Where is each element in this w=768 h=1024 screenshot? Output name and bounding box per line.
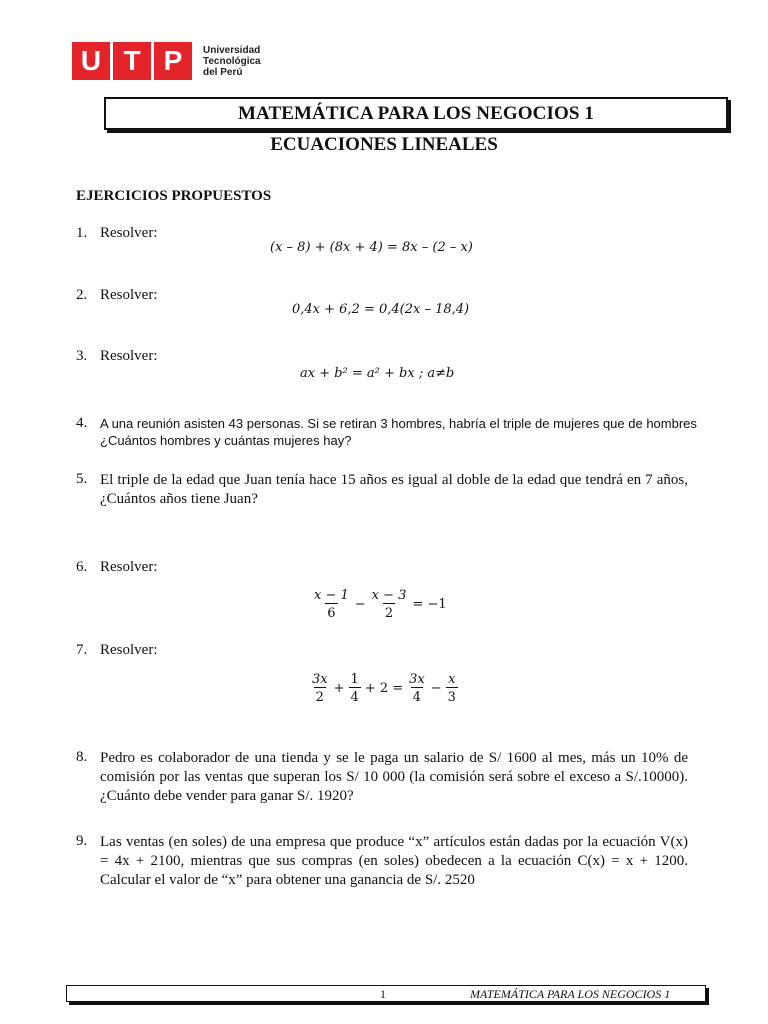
equation-rhs: = −1 xyxy=(412,597,447,612)
fraction-numerator: x − 1 xyxy=(314,588,349,603)
footer-page-number: 1 xyxy=(380,987,386,1001)
exercise-9-number: 9. xyxy=(76,833,88,849)
logo-university-name xyxy=(203,45,261,78)
fraction-denominator: 2 xyxy=(383,603,395,621)
exercise-6-number: 6. xyxy=(76,559,88,575)
page-title: MATEMÁTICA PARA LOS NEGOCIOS 1 xyxy=(238,102,594,124)
exercise-7-number: 7. xyxy=(76,642,88,658)
fraction-denominator: 4 xyxy=(349,687,361,705)
title-box xyxy=(104,97,728,130)
fraction-denominator: 4 xyxy=(411,687,423,705)
section-heading: EJERCICIOS PROPUESTOS xyxy=(76,188,272,204)
fraction-numerator: 3x xyxy=(409,672,425,687)
exercise-4-number: 4. xyxy=(76,415,88,431)
fraction xyxy=(407,672,427,705)
exercise-2-label: Resolver: xyxy=(100,287,158,303)
fraction xyxy=(370,588,409,621)
fraction-numerator: x − 3 xyxy=(371,588,407,603)
logo-letter-t: T xyxy=(113,42,151,80)
fraction-denominator: 2 xyxy=(314,687,326,705)
exercise-3-equation: ax + b² = a² + bx ; a≠b xyxy=(300,366,455,381)
exercise-2-number: 2. xyxy=(76,287,88,303)
fraction xyxy=(312,588,351,621)
exercise-7-equation xyxy=(310,672,458,705)
operator: − xyxy=(354,597,366,612)
fraction-denominator: 6 xyxy=(325,603,337,621)
logo-line-1: Universidad xyxy=(203,44,261,56)
exercise-3-number: 3. xyxy=(76,348,88,364)
footer-title: MATEMÁTICA PARA LOS NEGOCIOS 1 xyxy=(470,987,671,1001)
exercise-1-number: 1. xyxy=(76,225,88,241)
fraction xyxy=(310,672,330,705)
exercise-8-number: 8. xyxy=(76,749,88,765)
exercise-1-equation: (x – 8) + (8x + 4) = 8x – (2 – x) xyxy=(270,240,473,255)
logo-letter-p: P xyxy=(154,42,192,80)
exercise-8-text: Pedro es colaborador de una tienda y se le paga un salario de S/ 1600 al mes, más un 10% de comisión por las ventas que superan los S/ 10 000 (la comisión será sobre el exceso a S/.10000). ¿Cuánto debe vender para ganar S/. 1920? xyxy=(100,750,688,804)
exercise-5-number: 5. xyxy=(76,471,88,487)
exercise-4-text: A una reunión asisten 43 personas. Si se retiran 3 hombres, habría el triple de mujeres que de hombres ¿Cuántos hombres y cuántas mujeres hay? xyxy=(100,416,697,448)
logo-line-2: Tecnológica xyxy=(203,55,261,67)
exercise-9-text: Las ventas (en soles) de una empresa que produce “x” artículos están dadas por la ecuación V(x) = 4x + 2100, mientras que sus compras (en soles) obedecen a la ecuación C(x) = x + 1200. Calcular el valor de “x” para obtener una ganancia de S/. 2520 xyxy=(100,834,688,888)
utp-logo xyxy=(72,42,261,80)
logo-line-3: del Perú xyxy=(203,66,243,78)
page-subtitle: ECUACIONES LINEALES xyxy=(270,134,498,155)
operator: + xyxy=(333,681,345,696)
exercise-6-equation xyxy=(312,588,449,621)
fraction-numerator: 1 xyxy=(350,672,359,687)
logo-letter-u: U xyxy=(72,42,110,80)
fraction xyxy=(349,672,361,705)
operator: + 2 = xyxy=(364,681,404,696)
exercise-3-label: Resolver: xyxy=(100,348,158,364)
exercise-7-label: Resolver: xyxy=(100,642,158,658)
fraction-denominator: 3 xyxy=(446,687,458,705)
fraction-numerator: 3x xyxy=(312,672,328,687)
exercise-2-equation: 0,4x + 6,2 = 0,4(2x – 18,4) xyxy=(292,302,470,317)
operator: − xyxy=(430,681,442,696)
exercise-5-text: El triple de la edad que Juan tenía hace 15 años es igual al doble de la edad que tendrá en 7 años, ¿Cuántos años tiene Juan? xyxy=(100,472,688,507)
exercise-1-label: Resolver: xyxy=(100,225,158,241)
fraction-numerator: x xyxy=(448,672,456,687)
exercise-6-label: Resolver: xyxy=(100,559,158,575)
fraction xyxy=(446,672,458,705)
